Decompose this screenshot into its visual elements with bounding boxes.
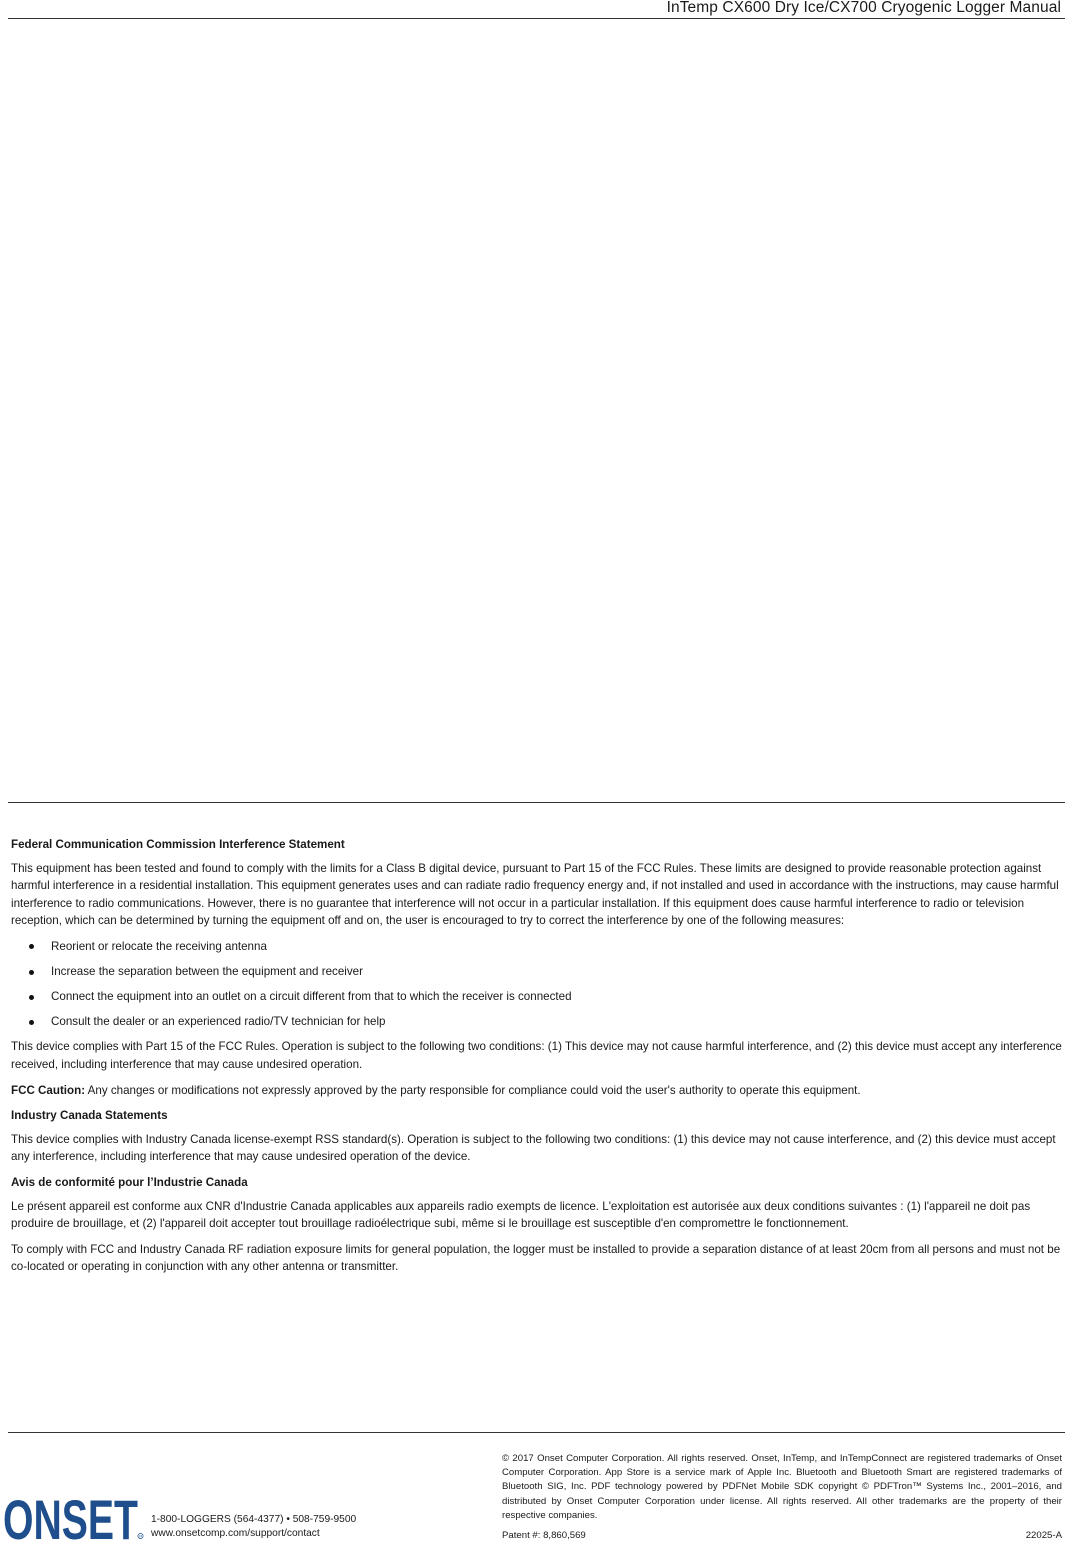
bullet-icon [29, 944, 34, 949]
fcc-intro-paragraph: This equipment has been tested and found to comply with the limits for a Class B digital device, pursuant to Part 15 of the FCC Rules. These limits are designed to provide reasonable protection against harmful interference in a residential installation. This equipment generates uses and can radiate radio frequency energy and, if not installed and used in accordance with the instructions, may cause harmful interference to radio communications. However, there is no guarantee that interference will not occur in a particular installation. If this equipment does cause harmful interference to radio or television reception, which can be determined by turning the equipment off and on, the user is encouraged to try to correct the interference by one of the following measures: [11, 861, 1059, 928]
section-divider [8, 802, 1065, 803]
fcc-caution-paragraph [11, 1082, 1063, 1100]
footer-patent-row [502, 1529, 1062, 1543]
fcc-compliance-paragraph: This device complies with Part 15 of the FCC Rules. Operation is subject to the following two conditions: (1) This device may not cause harmful interference, and (2) this device must accept any interference received, including interference that may cause undesired operation. [11, 1040, 1062, 1071]
svg-text:R: R [139, 1533, 143, 1539]
patent-number: Patent #: 8,860,569 [502, 1530, 586, 1541]
bullet-icon [29, 1020, 34, 1025]
fcc-caution-label: FCC Caution: [11, 1083, 86, 1097]
phone-number: 1-800-LOGGERS (564-4377) • 508-759-9500 [151, 1514, 357, 1525]
industry-canada-heading: Industry Canada Statements [11, 1109, 168, 1123]
avis-heading: Avis de conformité pour l’Industrie Canada [11, 1175, 248, 1189]
avis-paragraph: Le présent appareil est conforme aux CNR d'Industrie Canada applicables aux appareils radio exempts de licence. L'exploitation est autorisée aux deux conditions suivantes : (1) l'appareil ne doit pas produire de brouillage, et (2) l'appareil doit accepter tout brouillage radioélectrique subi, même si le brouillage est susceptible d'en compromettre le fonctionnement. [11, 1199, 1031, 1231]
rf-exposure-paragraph: To comply with FCC and Industry Canada RF radiation exposure limits for general population, the logger must be installed to provide a separation distance of at least 20cm from all persons and must not be co-located or operating in conjunction with any other antenna or transmitter. [11, 1242, 1061, 1274]
fcc-measures-list [11, 938, 1063, 1031]
copyright-notice: © 2017 Onset Computer Corporation. All rights reserved. Onset, InTemp, and InTempConnect are registered trademarks of Onset Computer Corporation. App Store is a service mark of Apple Inc. Bluetooth and Bluetooth Smart are registered trademarks of Bluetooth SIG, Inc. PDF technology powered by PDFNet Mobile SDK copyright © PDFTron™ Systems Inc., 2001–2016, and distributed by Onset Computer Corporation under license. All rights reserved. All other trademarks are the property of their respective companies. [502, 1453, 1062, 1521]
support-website[interactable]: www.onsetcomp.com/support/contact [151, 1528, 320, 1539]
footer-divider [8, 1432, 1065, 1433]
regulatory-statements [11, 836, 1063, 1284]
footer-contact [151, 1513, 356, 1541]
svg-text:ONSET: ONSET [4, 1491, 138, 1543]
list-item: Connect the equipment into an outlet on a circuit different from that to which the receiver is connected [11, 988, 1063, 1006]
list-item: Consult the dealer or an experienced radio/TV technician for help [11, 1013, 1063, 1031]
fcc-heading: Federal Communication Commission Interference Statement [11, 838, 345, 851]
list-item: Increase the separation between the equipment and receiver [11, 963, 1063, 981]
bullet-icon [29, 970, 34, 975]
document-number: 22025-A [1025, 1530, 1062, 1541]
list-item: Reorient or relocate the receiving antenna [11, 938, 1063, 956]
industry-canada-paragraph: This device complies with Industry Canada license-exempt RSS standard(s). Operation is subject to the following two conditions: (1) this device may not cause interference, and (2) this device must accept any interference, including interference that may cause undesired operation of the device. [11, 1132, 1056, 1164]
onset-logo [4, 1491, 144, 1543]
fcc-caution-text: Any changes or modifications not expressly approved by the party responsible for compliance could void the user's authority to operate this equipment. [85, 1083, 861, 1097]
document-title: InTemp CX600 Dry Ice/CX700 Cryogenic Logger Manual [666, 0, 1061, 16]
header-divider [8, 18, 1065, 19]
bullet-icon [29, 995, 34, 1000]
